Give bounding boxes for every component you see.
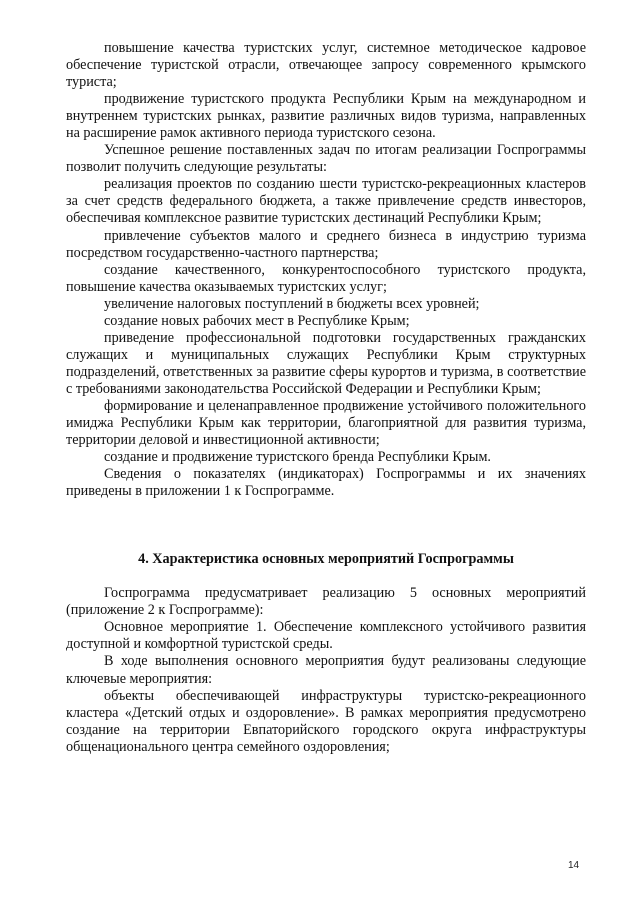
paragraph-five-measures: Госпрограмма предусматривает реализацию 5 основных мероприятий (приложение 2 к Госпрограмме): bbox=[66, 585, 586, 619]
paragraph-staff-training: приведение профессиональной подготовки государственных гражданских служащих и муниципальных служащих Республики Крым структурных подразделений, ответственных за развитие сферы курортов и туризма, в соответствие с требованиями законодательства Российской Федерации и Республики Крым; bbox=[66, 329, 586, 397]
page-number: 14 bbox=[568, 860, 580, 871]
section-spacer bbox=[66, 500, 586, 551]
paragraph-indicators-reference: Сведения о показателях (индикаторах) Госпрограммы и их значениях приведены в приложении 1 к Госпрограмме. bbox=[66, 466, 586, 500]
paragraph-cluster-projects: реализация проектов по созданию шести туристско-рекреационных кластеров за счет средств федерального бюджета, а также привлечение средств инвесторов, обеспечивая комплексное развитие туристских дестинаций Республики Крым; bbox=[66, 176, 586, 227]
document-body bbox=[66, 40, 586, 756]
paragraph-product-promotion: продвижение туристского продукта Республики Крым на международном и внутреннем туристских рынках, развитие различных видов туризма, направленных на расширение рамок активного периода туристского сезона. bbox=[66, 91, 586, 142]
paragraph-main-measure-1: Основное мероприятие 1. Обеспечение комплексного устойчивого развития доступной и комфортной туристской среды. bbox=[66, 619, 586, 653]
heading-spacer bbox=[66, 568, 586, 585]
paragraph-key-measures-intro: В ходе выполнения основного мероприятия будут реализованы следующие ключевые мероприятия: bbox=[66, 653, 586, 687]
paragraph-tourism-services-quality: повышение качества туристских услуг, системное методическое кадровое обеспечение туристской отрасли, отвечающее запросу современного крымского туриста; bbox=[66, 40, 586, 91]
paragraph-small-business: привлечение субъектов малого и среднего бизнеса в индустрию туризма посредством государственно-частного партнерства; bbox=[66, 227, 586, 261]
paragraph-new-jobs: создание новых рабочих мест в Республике Крым; bbox=[104, 312, 410, 329]
paragraph-positive-image: формирование и целенаправленное продвижение устойчивого положительного имиджа Республики Крым как территории, благоприятной для развития туризма, территории деловой и инвестиционной активности; bbox=[66, 397, 586, 449]
section-heading: 4. Характеристика основных мероприятий Госпрограммы bbox=[138, 551, 514, 568]
paragraph-expected-results-intro: Успешное решение поставленных задач по итогам реализации Госпрограммы позволит получить следующие результаты: bbox=[66, 142, 586, 176]
paragraph-children-recreation-cluster: объекты обеспечивающей инфраструктуры туристско-рекреационного кластера «Детский отдых и оздоровление». В рамках мероприятия предусмотрено создание на территории Евпаторийского городского округа инфраструктуры общенационального центра семейного оздоровления; bbox=[66, 687, 586, 755]
paragraph-competitive-product: создание качественного, конкурентоспособного туристского продукта, повышение качества оказываемых туристских услуг; bbox=[66, 261, 586, 295]
paragraph-tourism-brand: создание и продвижение туристского бренда Республики Крым. bbox=[104, 449, 491, 466]
paragraph-tax-revenue: увеличение налоговых поступлений в бюджеты всех уровней; bbox=[104, 295, 480, 312]
